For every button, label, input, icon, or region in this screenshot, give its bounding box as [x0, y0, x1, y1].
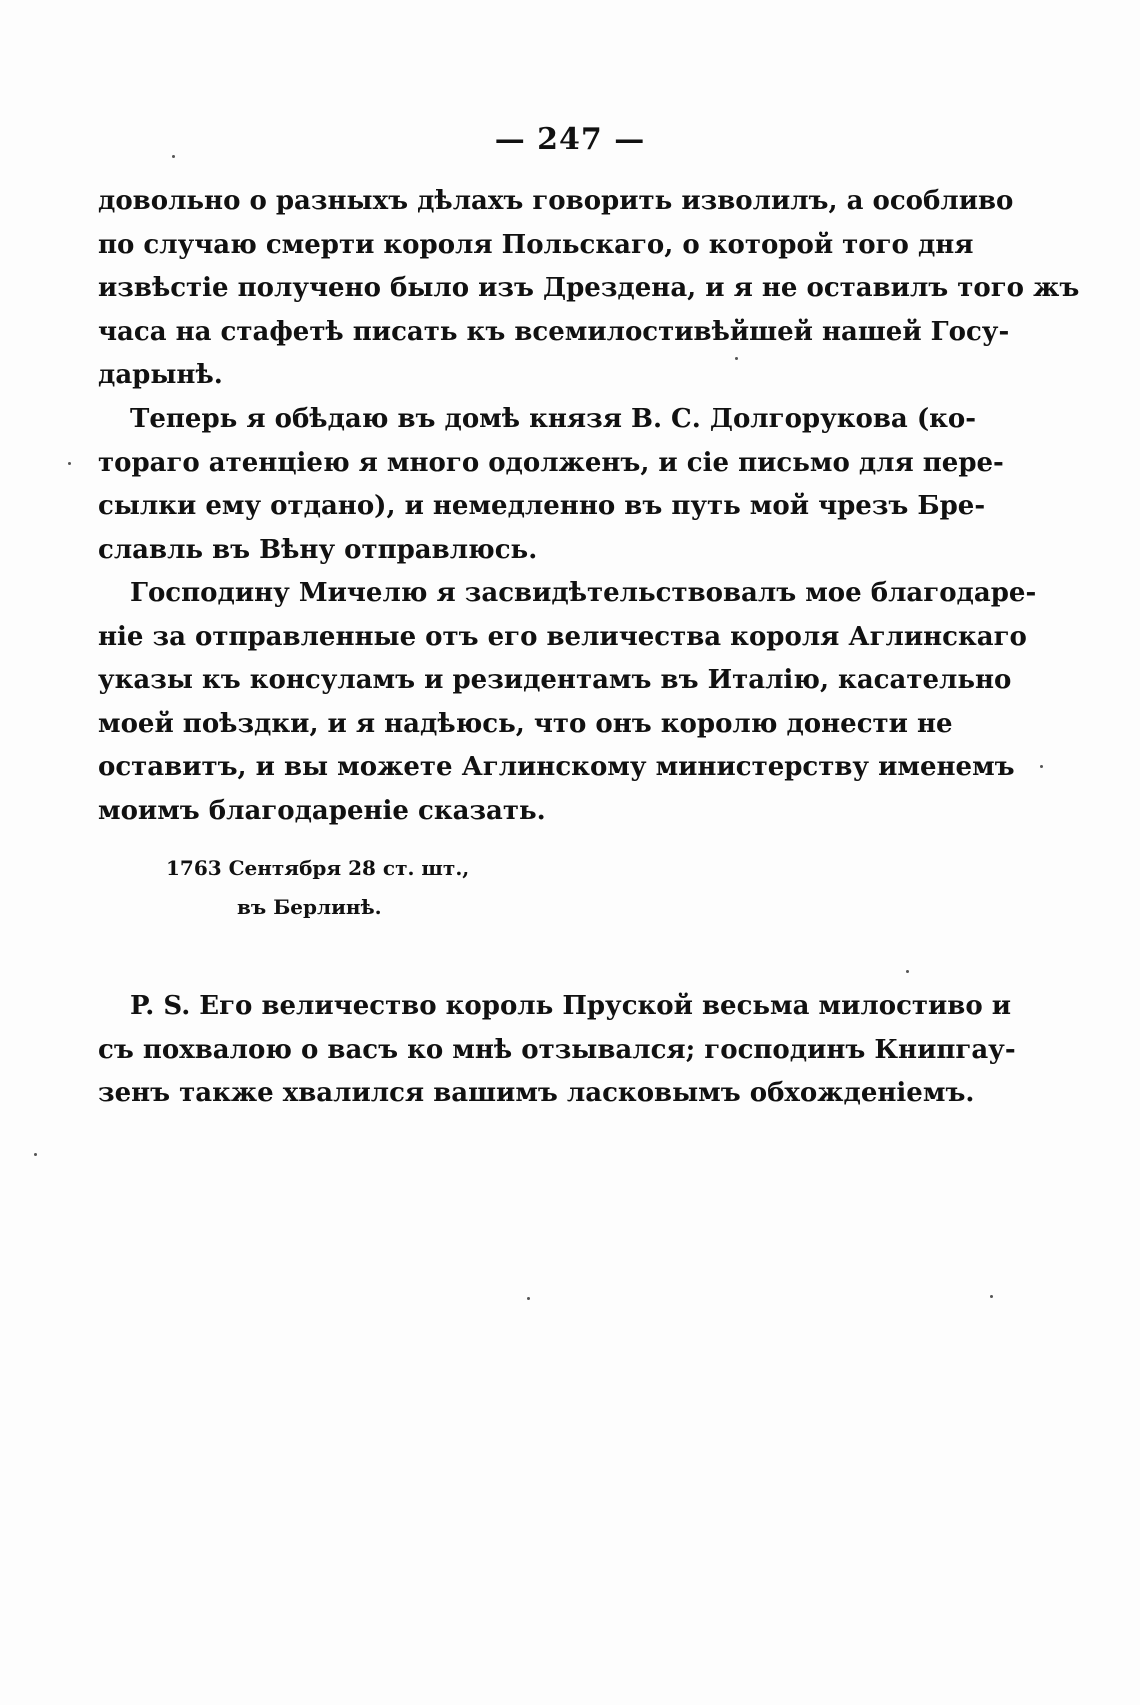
scan-speck: [172, 155, 175, 158]
text-line: указы къ консуламъ и резидентамъ въ Италію, касательно: [98, 665, 1012, 695]
signature-place: въ Берлинѣ.: [237, 895, 382, 919]
scan-speck: [1040, 765, 1043, 768]
paragraph-2: [98, 398, 1004, 572]
page-number: — 247 —: [494, 122, 646, 157]
text-line: славль въ Вѣну отправлюсь.: [98, 534, 538, 565]
text-line: ніе за отправленные отъ его величества короля Аглинскаго: [98, 621, 1027, 652]
scan-speck: [990, 1295, 993, 1298]
paragraph-3: [98, 572, 1037, 833]
scan-speck: [34, 1153, 37, 1156]
text-line: Господину Мичелю я засвидѣтельствовалъ мое благодаре-: [130, 578, 1037, 608]
text-line: по случаю смерти короля Польскаго, о которой того дня: [98, 229, 974, 260]
text-line: моей поѣздки, и я надѣюсь, что онъ королю донести не: [98, 708, 953, 739]
scan-speck: [68, 462, 71, 465]
text-line: сылки ему отдано), и немедленно въ путь мой чрезъ Бре-: [98, 491, 986, 521]
text-line: часа на стафетѣ писать къ всемилостивѣйшей нашей Госу-: [98, 316, 1010, 347]
text-line: съ похвалою о васъ ко мнѣ отзывался; господинъ Книпгау-: [98, 1034, 1016, 1065]
text-line: моимъ благодареніе сказать.: [98, 795, 546, 826]
scan-speck: [735, 357, 738, 360]
text-line: довольно о разныхъ дѣлахъ говорить изволилъ, а особливо: [98, 186, 1014, 216]
text-line: извѣстіе получено было изъ Дрездена, и я не оставилъ того жъ: [98, 273, 1080, 303]
text-line: P. S. Его величество король Пруской весьма милостиво и: [130, 991, 1012, 1021]
postscript: [98, 985, 1016, 1116]
text-line: тораго атенціею я много одолженъ, и сіе письмо для пере-: [98, 447, 1004, 478]
text-line: оставитъ, и вы можете Аглинскому министерству именемъ: [98, 752, 1015, 782]
scan-speck: [906, 970, 909, 973]
text-line: зенъ также хвалился вашимъ ласковымъ обхожденіемъ.: [98, 1078, 975, 1108]
scan-speck: [527, 1297, 530, 1300]
text-line: Теперь я обѣдаю въ домѣ князя В. С. Долгорукова (ко-: [130, 404, 977, 434]
signature-date: 1763 Сентября 28 ст. шт.,: [166, 856, 470, 880]
text-line: дарынѣ.: [98, 360, 223, 390]
paragraph-1: [98, 180, 1080, 398]
